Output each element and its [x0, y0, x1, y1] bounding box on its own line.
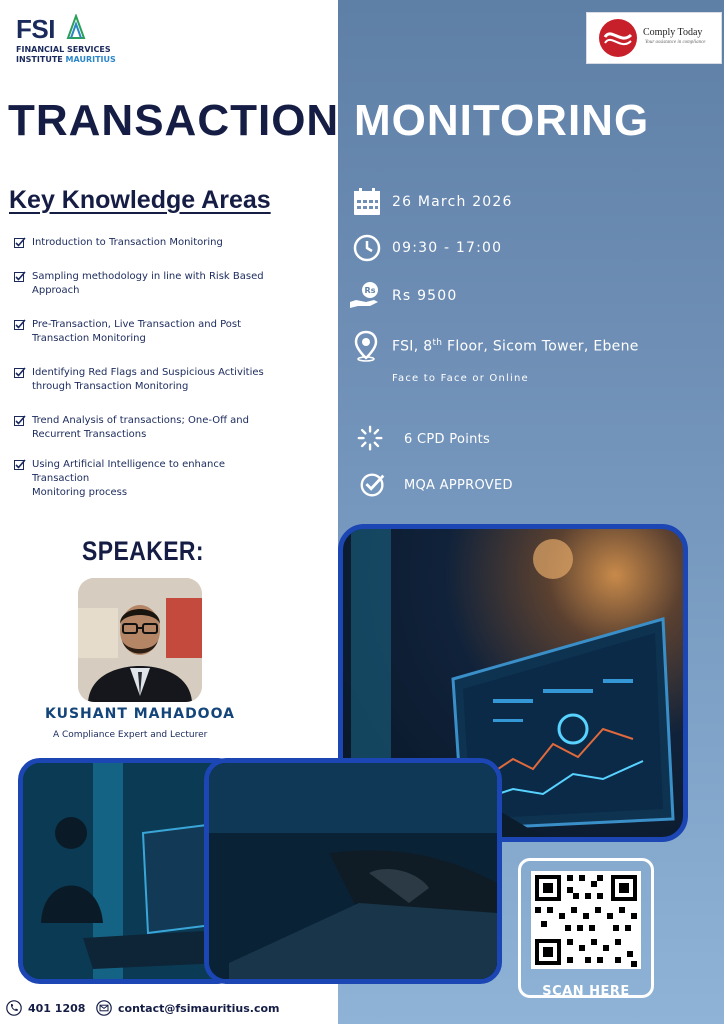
- loading-icon: [356, 424, 386, 454]
- phone-text: 401 1208: [28, 1001, 86, 1015]
- footer-email[interactable]: [96, 1000, 280, 1016]
- list-item: Introduction to Transaction Monitoring: [14, 236, 282, 250]
- email-icon: [96, 1000, 112, 1016]
- checkbox-icon: [14, 367, 26, 379]
- speaker-photo: [78, 578, 202, 702]
- list-item: Pre-Transaction, Live Transaction and Post Transaction Monitoring: [14, 318, 282, 346]
- mode-text: Face to Face or Online: [392, 373, 529, 384]
- checkbox-icon: [14, 271, 26, 283]
- date-text: 26 March 2026: [392, 194, 513, 210]
- calendar-icon: [352, 186, 384, 218]
- checkbox-icon: [14, 415, 26, 427]
- comply-today-logo: [586, 12, 722, 64]
- cpd-text: 6 CPD Points: [404, 431, 491, 447]
- event-approval: [358, 470, 513, 500]
- qr-code-icon: [531, 871, 641, 969]
- phone-icon: [6, 1000, 22, 1016]
- leaf-icon: [66, 14, 86, 40]
- qr-code-box[interactable]: [518, 858, 654, 998]
- approval-text: MQA APPROVED: [404, 477, 513, 493]
- time-text: 09:30 - 17:00: [392, 240, 503, 256]
- list-item: Trend Analysis of transactions; One-Off and Recurrent Transactions: [14, 414, 282, 442]
- event-mode: [392, 373, 529, 384]
- comply-logo-icon: [597, 17, 639, 59]
- fsi-logo-mark: FSI: [16, 14, 55, 44]
- speaker-role: A Compliance Expert and Lecturer: [53, 730, 208, 740]
- partner-name: Comply Today: [643, 27, 703, 38]
- price-text: Rs 9500: [392, 288, 458, 304]
- list-item: Sampling methodology in line with Risk Based Approach: [14, 270, 282, 298]
- event-date: [352, 186, 513, 218]
- event-venue: [352, 330, 639, 362]
- email-text: contact@fsimauritius.com: [118, 1001, 280, 1015]
- title-right: MONITORING: [354, 96, 650, 145]
- speaker-portrait: [78, 578, 202, 702]
- event-cpd: [356, 424, 490, 454]
- fsi-logo-line2: INSTITUTE MAURITIUS: [16, 55, 116, 64]
- fsi-logo-line1: FINANCIAL SERVICES: [16, 45, 111, 54]
- list-item: Identifying Red Flags and Suspicious Activities through Transaction Monitoring: [14, 366, 282, 394]
- footer-phone[interactable]: [6, 1000, 85, 1016]
- partner-tagline: Your assistance in compliance: [645, 40, 706, 45]
- checkbox-icon: [14, 237, 26, 249]
- list-item: Using Artificial Intelligence to enhance Transaction Monitoring process: [14, 458, 282, 500]
- checkbox-icon: [14, 459, 26, 471]
- title-left: TRANSACTION: [8, 96, 340, 145]
- checkbox-icon: [14, 319, 26, 331]
- scan-here-label: SCAN HERE: [542, 984, 630, 999]
- fsi-logo: [16, 14, 136, 68]
- check-circle-icon: [358, 470, 388, 500]
- speaker-name: KUSHANT MAHADOOA: [45, 706, 235, 722]
- price-hand-icon: [348, 280, 384, 312]
- photo-small-mid: [204, 758, 502, 984]
- speaker-heading: SPEAKER:: [82, 536, 205, 566]
- event-time: [352, 232, 502, 264]
- venue-text: FSI, 8th Floor, Sicom Tower, Ebene: [392, 337, 639, 355]
- qr-code[interactable]: [531, 871, 641, 969]
- clock-icon: [352, 232, 384, 264]
- typing-hands-illustration: [209, 763, 497, 979]
- location-pin-icon: [352, 330, 384, 362]
- knowledge-heading: Key Knowledge Areas: [9, 186, 271, 214]
- svg-text:Rs: Rs: [364, 286, 376, 295]
- event-price: [348, 280, 458, 312]
